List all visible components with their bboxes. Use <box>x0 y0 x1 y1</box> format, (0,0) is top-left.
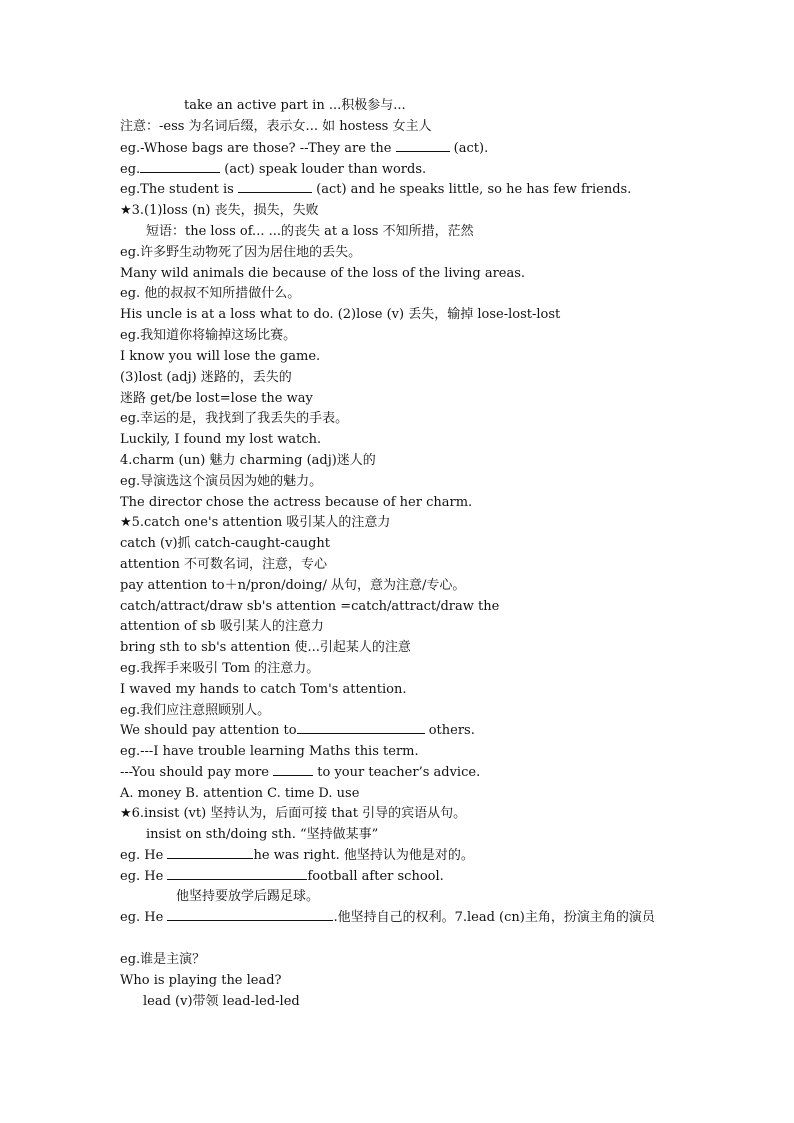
text-line: eg.许多野生动物死了因为居住地的丢失。 <box>120 245 362 260</box>
blank-line <box>238 180 312 193</box>
blank-line <box>167 846 253 859</box>
blank-line <box>140 160 220 173</box>
blank-line <box>297 721 425 734</box>
text-line: attention 不可数名词，注意，专心 <box>120 557 327 572</box>
text-line: 迷路 get/be lost=lose the way <box>120 391 313 406</box>
blank-line <box>167 908 333 921</box>
text-line: attention of sb 吸引某人的注意力 <box>120 619 324 634</box>
text-line: 注意：-ess 为名词后缀，表示女... 如 hostess 女主人 <box>120 119 432 134</box>
text-line: eg. He .他坚持自己的权利。7.lead (cn)主角，扮演主角的演员 <box>120 910 655 925</box>
text-line: Many wild animals die because of the loss of the living areas. <box>120 266 526 281</box>
text-line: (3)lost (adj) 迷路的，丢失的 <box>120 370 292 385</box>
text-line: eg.我挥手来吸引 Tom 的注意力。 <box>120 661 320 676</box>
blank-line <box>396 139 450 152</box>
text-line: insist on sth/doing sth. “坚持做某事” <box>146 827 379 842</box>
text-line: catch (v)抓 catch-caught-caught <box>120 536 330 551</box>
text-line: eg. He football after school. <box>120 869 444 884</box>
text-line: 4.charm (un) 魅力 charming (adj)迷人的 <box>120 453 376 468</box>
text-line: eg.我们应注意照顾别人。 <box>120 703 271 718</box>
text-line: A. money B. attention C. time D. use <box>120 786 360 801</box>
text-line: eg.我知道你将输掉这场比赛。 <box>120 328 297 343</box>
text-line: take an active part in ...积极参与... <box>184 98 406 113</box>
text-line: eg.-Whose bags are those? --They are the (act). <box>120 141 489 156</box>
text-line: His uncle is at a loss what to do. (2)lose (v) 丢失，输掉 lose-lost-lost <box>120 307 561 322</box>
star-icon: ★ <box>120 515 132 530</box>
text-line: 他坚持要放学后踢足球。 <box>176 889 320 904</box>
text-line: Luckily, I found my lost watch. <box>120 432 322 447</box>
text-line: catch/attract/draw sb's attention =catch/attract/draw the <box>120 599 500 614</box>
text-line: We should pay attention to others. <box>120 723 475 738</box>
text-line: eg. (act) speak louder than words. <box>120 162 427 177</box>
text-line: ★5.catch one's attention 吸引某人的注意力 <box>120 515 391 530</box>
text-line: Who is playing the lead? <box>120 973 282 988</box>
text-line: The director chose the actress because of her charm. <box>120 495 473 510</box>
text-line: eg.---I have trouble learning Maths this term. <box>120 744 419 759</box>
text-line: ★6.insist (vt) 坚持认为，后面可接 that 引导的宾语从句。 <box>120 806 467 821</box>
text-line: eg.幸运的是，我找到了我丢失的手表。 <box>120 411 349 426</box>
blank-line <box>273 763 313 776</box>
text-line: I know you will lose the game. <box>120 349 321 364</box>
text-line: I waved my hands to catch Tom's attention. <box>120 682 407 697</box>
text-line: eg. 他的叔叔不知所措做什么。 <box>120 286 301 301</box>
text-line: lead (v)带领 lead-led-led <box>143 994 300 1009</box>
blank-line <box>167 867 307 880</box>
text-line: ★3.(1)loss (n) 丧失，损失，失败 <box>120 203 319 218</box>
text-line: bring sth to sb's attention 使...引起某人的注意 <box>120 640 411 655</box>
text-line: 短语：the loss of... ...的丧失 at a loss 不知所措，茫然 <box>146 224 474 239</box>
star-icon: ★ <box>120 806 132 821</box>
star-icon: ★ <box>120 203 132 218</box>
text-line: eg.谁是主演？ <box>120 952 206 967</box>
text-line: eg.导演选这个演员因为她的魅力。 <box>120 474 323 489</box>
text-line: eg.The student is (act) and he speaks little, so he has few friends. <box>120 182 632 197</box>
text-line: ---You should pay more to your teacher’s advice. <box>120 765 481 780</box>
text-line: pay attention to＋n/pron/doing/ 从句，意为注意/专心。 <box>120 578 466 593</box>
text-line: eg. He he was right. 他坚持认为他是对的。 <box>120 848 474 863</box>
